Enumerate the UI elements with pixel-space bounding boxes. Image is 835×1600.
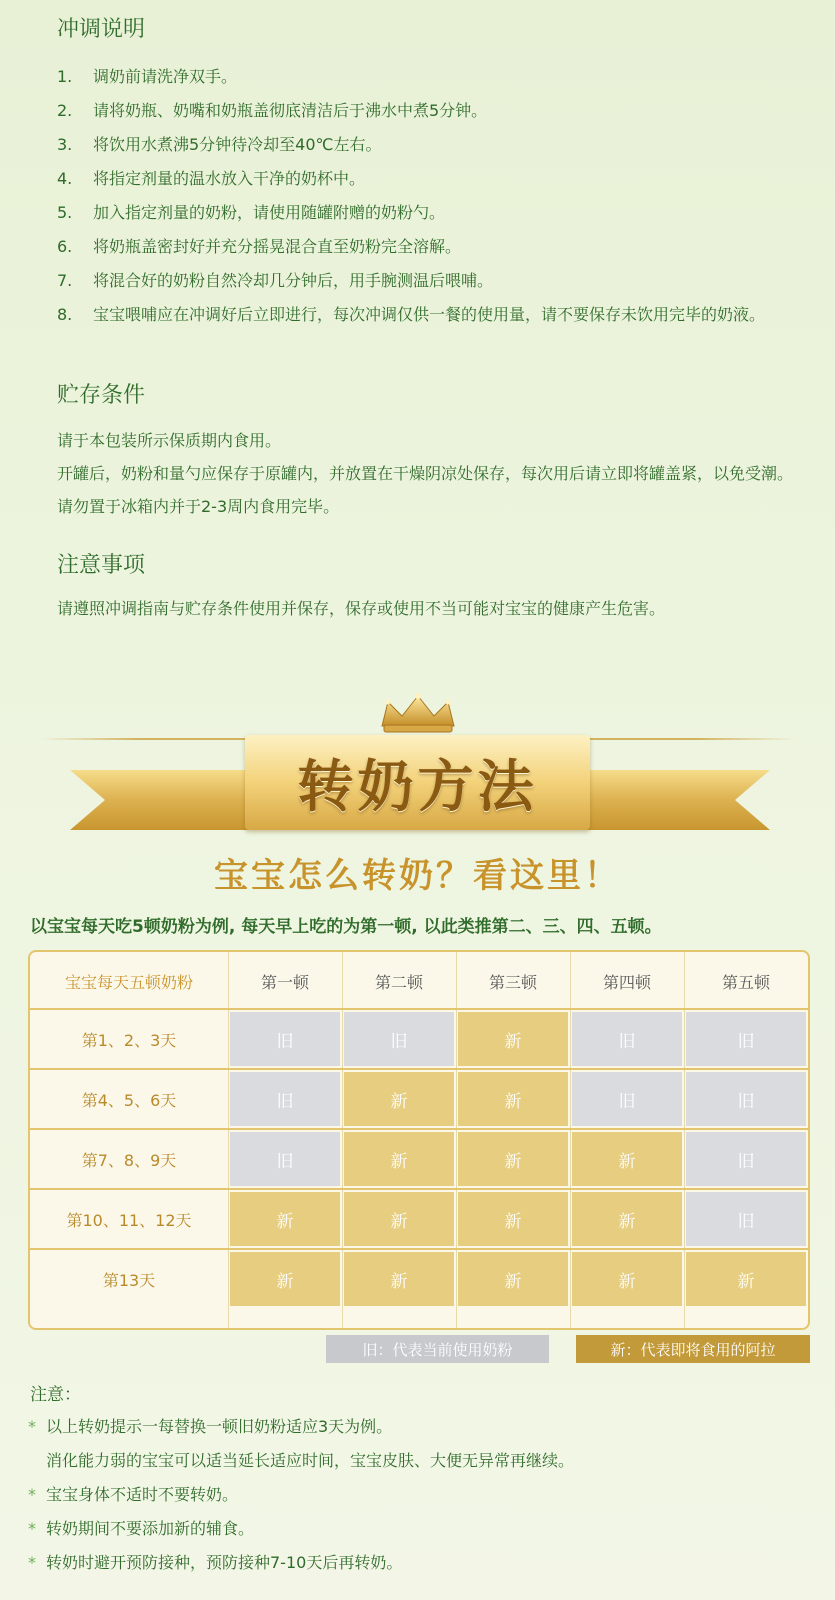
caution-title: 注意事项 [57,553,146,578]
step-item: 4. 将指定剂量的温水放入干净的奶杯中。 [57,169,366,188]
note-item: * 以上转奶提示一每替换一顿旧奶粉适应3天为例。 [28,1410,818,1444]
cell-old: 旧 [686,1132,806,1186]
note-item: * 转奶时避开预防接种，预防接种7-10天后再转奶。 [28,1546,818,1580]
step-item: 5. 加入指定剂量的奶粉，请使用随罐附赠的奶粉勺。 [57,203,446,222]
banner-subtitle: 宝宝怎么转奶？看这里！ [214,856,621,896]
caution-text: 请遵照冲调指南与贮存条件使用并保存，保存或使用不当可能对宝宝的健康产生危害。 [57,599,666,618]
row-label: 第1、2、3天 [81,1030,177,1050]
cell-new: 新 [230,1192,340,1246]
notes-title: 注意： [30,1385,81,1405]
cell-old: 旧 [572,1072,682,1126]
step-item: 3. 将饮用水煮沸5分钟待冷却至40℃左右。 [57,135,382,154]
row-label: 第13天 [102,1270,156,1290]
step-item: 2. 请将奶瓶、奶嘴和奶瓶盖彻底清洁后于沸水中煮5分钟。 [57,101,488,120]
cell-old: 旧 [230,1072,340,1126]
star-icon: * [28,1553,36,1572]
cell-new: 新 [344,1192,454,1246]
legend-new: 新：代表即将食用的阿拉 [576,1335,810,1363]
cell-old: 旧 [344,1012,454,1066]
banner-box [245,735,590,830]
cell-new: 新 [458,1012,568,1066]
cell-old: 旧 [572,1012,682,1066]
banner-title: 转奶方法 [297,754,538,820]
cell-new: 新 [344,1252,454,1306]
cell-new: 新 [458,1072,568,1126]
legend-old: 旧：代表当前使用奶粉 [326,1335,549,1363]
star-icon: * [28,1519,36,1538]
notes-list [28,1410,818,1580]
cell-new: 新 [572,1192,682,1246]
cell-new: 新 [230,1252,340,1306]
cell-old: 旧 [686,1072,806,1126]
column-header: 第五顿 [721,972,770,992]
column-header: 第三顿 [488,972,537,992]
cell-old: 旧 [686,1192,806,1246]
cell-new: 新 [458,1252,568,1306]
note-item: * 宝宝身体不适时不要转奶。 [28,1478,818,1512]
cell-new: 新 [344,1072,454,1126]
cell-new: 新 [686,1252,806,1306]
cell-old: 旧 [230,1132,340,1186]
prep-steps [57,60,817,332]
cell-new: 新 [344,1132,454,1186]
storage-line2: 开罐后，奶粉和量勺应保存于原罐内，并放置在干燥阴凉处保存，每次用后请立即将罐盖紧，以免受潮。请勿置于冰箱内并于2-3周内食用完毕。 [57,464,794,516]
cell-new: 新 [572,1252,682,1306]
column-header: 第二顿 [374,972,423,992]
note-item: * 转奶期间不要添加新的辅食。 [28,1512,818,1546]
cell-new: 新 [458,1132,568,1186]
note-item: 消化能力弱的宝宝可以适当延长适应时间，宝宝皮肤、大便无异常再继续。 [46,1451,575,1470]
step-item: 8. 宝宝喂哺应在冲调好后立即进行，每次冲调仅供一餐的使用量，请不要保存未饮用完毕的奶液。 [57,305,766,324]
star-icon: * [28,1417,36,1436]
step-item: 1. 调奶前请洗净双手。 [57,67,238,86]
row-label: 第10、11、12天 [66,1210,192,1230]
banner-intro: 以宝宝每天吃5顿奶粉为例, 每天早上吃的为第一顿, 以此类推第二、三、四、五顿。 [30,917,662,937]
row-label: 第4、5、6天 [81,1090,177,1110]
crown-icon [378,692,458,734]
cell-new: 新 [572,1132,682,1186]
cell-old: 旧 [686,1012,806,1066]
cell-new: 新 [458,1192,568,1246]
prep-title: 冲调说明 [57,17,146,42]
storage-title: 贮存条件 [57,383,146,408]
cell-old: 旧 [230,1012,340,1066]
table-corner-header: 宝宝每天五顿奶粉 [64,972,193,992]
step-item: 7. 将混合好的奶粉自然冷却几分钟后，用手腕测温后喂哺。 [57,271,494,290]
storage-line1: 请于本包装所示保质期内食用。 [57,431,282,450]
column-header: 第一顿 [260,972,309,992]
step-item: 6. 将奶瓶盖密封好并充分摇晃混合直至奶粉完全溶解。 [57,237,462,256]
row-label: 第7、8、9天 [81,1150,177,1170]
column-header: 第四顿 [602,972,651,992]
star-icon: * [28,1485,36,1504]
transition-table [28,950,810,1330]
